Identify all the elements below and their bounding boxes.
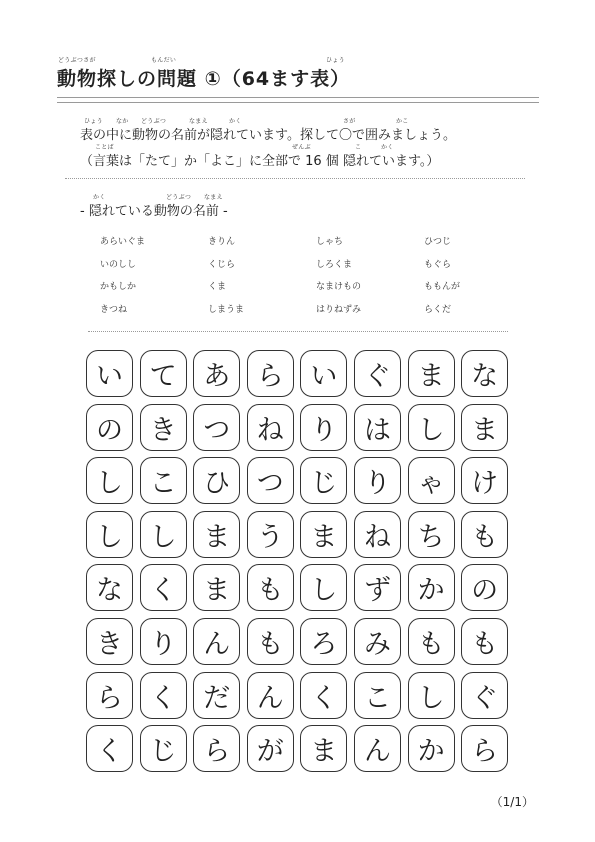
animals-section-title: - 隠れている動物の名前 - xyxy=(80,204,228,219)
animal-name: くじら xyxy=(208,259,236,270)
grid-cell[interactable]: の xyxy=(86,404,133,451)
grid-cell[interactable]: ん xyxy=(354,725,401,772)
grid-cell[interactable]: ず xyxy=(354,564,401,611)
grid-cell[interactable]: ま xyxy=(408,350,455,397)
word-search-grid xyxy=(86,350,508,772)
animal-name: らくだ xyxy=(424,304,452,315)
grid-cell[interactable]: く xyxy=(86,725,133,772)
animal-name: なまけもの xyxy=(316,282,362,292)
grid-cell[interactable]: じ xyxy=(140,725,187,772)
animal-name: しまうま xyxy=(208,304,245,315)
grid-cell[interactable]: ま xyxy=(300,725,347,772)
grid-cell[interactable]: ら xyxy=(247,350,294,397)
animal-name: きつね xyxy=(100,304,128,315)
animal-name: ひつじ xyxy=(424,237,452,247)
grid-cell[interactable]: う xyxy=(247,511,294,558)
grid-cell[interactable]: ぐ xyxy=(461,672,508,719)
grid-cell[interactable]: み xyxy=(354,618,401,665)
grid-cell[interactable]: ん xyxy=(247,672,294,719)
grid-cell[interactable]: ね xyxy=(354,511,401,558)
inst1-ruby-naka: なか xyxy=(116,118,129,125)
animal-name: いのしし xyxy=(100,259,137,270)
grid-cell[interactable]: く xyxy=(300,672,347,719)
grid-cell[interactable]: な xyxy=(461,350,508,397)
title-ruby-doubutsusaga: どうぶつさが xyxy=(58,57,96,64)
animal-name: はりねずみ xyxy=(316,304,362,315)
grid-cell[interactable]: し xyxy=(140,511,187,558)
inst2-ruby-kaku: かく xyxy=(381,144,394,151)
grid-cell[interactable]: こ xyxy=(354,672,401,719)
animal-name: かもしか xyxy=(100,282,137,292)
grid-cell[interactable]: も xyxy=(408,618,455,665)
animal-name: しろくま xyxy=(316,259,353,270)
grid-cell[interactable]: も xyxy=(247,564,294,611)
inst1-ruby-saga: さが xyxy=(343,118,356,125)
grid-cell[interactable]: こ xyxy=(140,457,187,504)
grid-cell[interactable]: い xyxy=(86,350,133,397)
grid-cell[interactable]: り xyxy=(354,457,401,504)
grid-cell[interactable]: ま xyxy=(193,511,240,558)
grid-cell[interactable]: ん xyxy=(193,618,240,665)
grid-cell[interactable]: ろ xyxy=(300,618,347,665)
grid-cell[interactable]: し xyxy=(86,457,133,504)
grid-cell[interactable]: く xyxy=(140,672,187,719)
grid-cell[interactable]: ら xyxy=(461,725,508,772)
grid-cell[interactable]: も xyxy=(461,618,508,665)
inst2-ruby-zenbu: ぜんぶ xyxy=(292,144,311,151)
grid-cell[interactable]: も xyxy=(247,618,294,665)
instruction-line-1: 表の中に動物の名前が隠れています。探して〇で囲みましょう。 xyxy=(80,128,456,143)
grid-cell[interactable]: か xyxy=(408,725,455,772)
grid-cell[interactable]: て xyxy=(140,350,187,397)
grid-cell[interactable]: ま xyxy=(193,564,240,611)
section-ruby-kaku: かく xyxy=(93,194,106,201)
grid-cell[interactable]: あ xyxy=(193,350,240,397)
grid-cell[interactable]: き xyxy=(140,404,187,451)
grid-cell[interactable]: り xyxy=(140,618,187,665)
grid-cell[interactable]: り xyxy=(300,404,347,451)
grid-cell[interactable]: き xyxy=(86,618,133,665)
grid-cell[interactable]: じ xyxy=(300,457,347,504)
animal-name: くま xyxy=(208,282,227,292)
animal-name: しゃち xyxy=(316,237,344,247)
animal-name-list xyxy=(100,234,480,324)
instructions-divider xyxy=(65,178,525,179)
inst2-ruby-kotoba: ことば xyxy=(95,144,114,151)
inst1-ruby-doubutsu: どうぶつ xyxy=(141,118,167,125)
inst2-ruby-ko: こ xyxy=(355,144,362,151)
grid-cell[interactable]: つ xyxy=(247,457,294,504)
grid-cell[interactable]: つ xyxy=(193,404,240,451)
instruction-line-2: （言葉は「たて」か「よこ」に全部で 16 個 隠れています。） xyxy=(80,154,440,169)
grid-cell[interactable]: ち xyxy=(408,511,455,558)
animal-name: きりん xyxy=(208,237,236,247)
grid-cell[interactable]: か xyxy=(408,564,455,611)
grid-cell[interactable]: が xyxy=(247,725,294,772)
section-ruby-namae: なまえ xyxy=(204,194,223,201)
grid-cell[interactable]: ぐ xyxy=(354,350,401,397)
inst1-ruby-kako: かこ xyxy=(396,118,409,125)
title-divider-bottom xyxy=(57,102,539,103)
grid-cell[interactable]: ゃ xyxy=(408,457,455,504)
grid-cell[interactable]: い xyxy=(300,350,347,397)
grid-cell[interactable]: く xyxy=(140,564,187,611)
grid-cell[interactable]: も xyxy=(461,511,508,558)
grid-cell[interactable]: し xyxy=(408,404,455,451)
grid-cell[interactable]: ら xyxy=(86,672,133,719)
grid-cell[interactable]: ま xyxy=(300,511,347,558)
grid-cell[interactable]: し xyxy=(408,672,455,719)
title-ruby-hyou: ひょう xyxy=(326,57,345,64)
grid-cell[interactable]: の xyxy=(461,564,508,611)
inst1-ruby-kaku: かく xyxy=(229,118,242,125)
animal-name: あらいぐま xyxy=(100,237,146,247)
animal-name: ももんが xyxy=(424,282,461,292)
grid-cell[interactable]: は xyxy=(354,404,401,451)
grid-cell[interactable]: ま xyxy=(461,404,508,451)
list-divider xyxy=(88,331,508,332)
page-title: 動物探しの問題 ①（64ます表） xyxy=(57,68,351,90)
page-number: （1/1） xyxy=(490,795,534,809)
grid-cell[interactable]: ね xyxy=(247,404,294,451)
grid-cell[interactable]: だ xyxy=(193,672,240,719)
inst1-ruby-hyou: ひょう xyxy=(84,118,103,125)
title-ruby-mondai: もんだい xyxy=(151,57,177,64)
grid-cell[interactable]: ら xyxy=(193,725,240,772)
grid-cell[interactable]: け xyxy=(461,457,508,504)
animal-name: もぐら xyxy=(424,259,452,270)
section-ruby-doubutsu: どうぶつ xyxy=(166,194,192,201)
grid-cell[interactable]: し xyxy=(86,511,133,558)
title-divider-top xyxy=(57,97,539,98)
grid-cell[interactable]: ひ xyxy=(193,457,240,504)
inst1-ruby-namae: なまえ xyxy=(189,118,208,125)
grid-cell[interactable]: な xyxy=(86,564,133,611)
grid-cell[interactable]: し xyxy=(300,564,347,611)
